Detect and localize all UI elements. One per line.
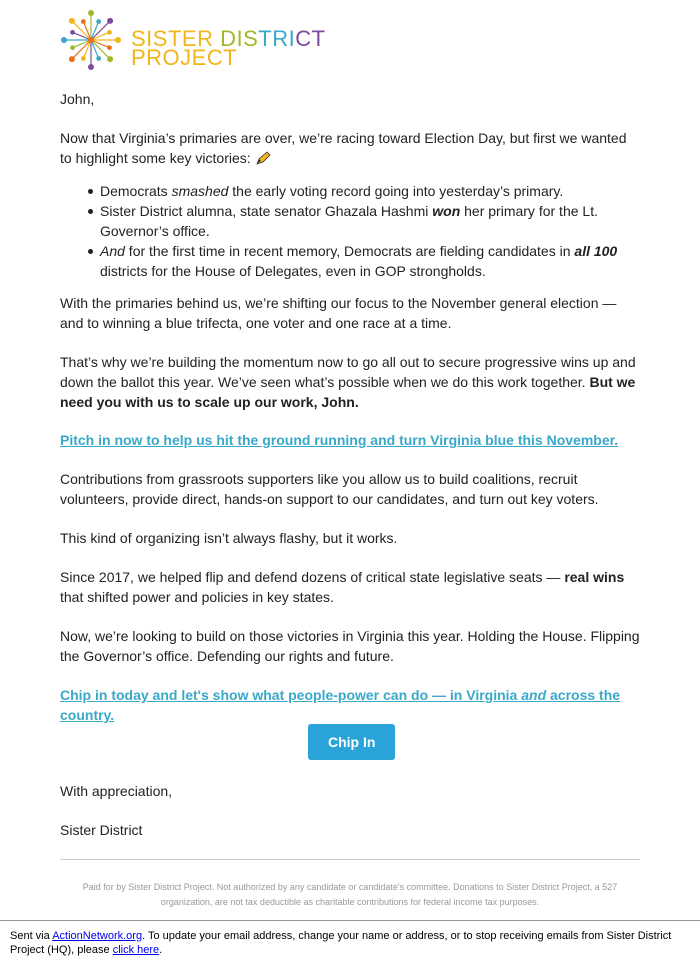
burst-dot (81, 56, 86, 61)
divider (60, 859, 640, 860)
email-footer: Sent via ActionNetwork.org. To update your email address, change your name or address, or to stop receiving emails from Sister District Project (HQ), please click here. (10, 930, 672, 956)
burst-ray (91, 40, 110, 59)
logo (60, 9, 326, 71)
burst-dot (69, 56, 75, 62)
logo-text-line1: SISTER DISTRICT (131, 26, 326, 51)
donate-link-paragraph-1 (60, 430, 642, 450)
chip-in-button[interactable]: Chip In (308, 724, 395, 760)
list-item: Sister District alumna, state senator Ghazala Hashmi won her primary for the Lt. Governor’s office. (60, 201, 642, 241)
pen-icon (255, 151, 271, 165)
footer-divider (0, 920, 700, 921)
burst-dot (81, 19, 86, 24)
list-item: And for the first time in recent memory, Democrats are fielding candidates in all 100 districts for the House of Delegates, even in GOP strongholds. (60, 241, 642, 281)
burst-ray (72, 21, 91, 40)
flashy-paragraph: This kind of organizing isn’t always flashy, but it works. (60, 530, 398, 546)
burst-dot (107, 18, 113, 24)
momentum-paragraph: That’s why we’re building the momentum now to go all out to secure progressive wins up and down the ballot this year. We’ve seen what’s possible when we do this work together. But we need you with us to scale up our work, John. (60, 354, 636, 410)
donate-link-paragraph-2 (60, 685, 642, 725)
burst-dot (70, 45, 75, 50)
burst-ray (72, 40, 91, 59)
burst-dot (115, 37, 121, 43)
victories-list (60, 181, 642, 281)
intro-paragraph (60, 128, 642, 168)
chip-in-today-link[interactable]: Chip in today and let's show what people-power can do — in Virginia and across the country. (60, 687, 621, 723)
since-2017-paragraph: Since 2017, we helped flip and defend dozens of critical state legislative seats — real wins that shifted power and policies in key states. (60, 569, 625, 605)
paid-for-disclaimer: Paid for by Sister District Project. Not authorized by any candidate or candidate's committee. Donations to Sister District Project, a 527 organization, are not tax deductible as charitable contributions for federal income tax purposes. (82, 882, 618, 907)
burst-dot (70, 30, 75, 35)
unsubscribe-link[interactable]: click here (112, 944, 160, 956)
virginia-paragraph: Now, we’re looking to build on those victories in Virginia this year. Holding the House. Flipping the Governor’s office. Defending our rights and future. (60, 628, 640, 664)
signoff: With appreciation, (60, 783, 173, 799)
intro-text: Now that Virginia’s primaries are over, we’re racing toward Election Day, but first we wanted to highlight some key victories: (60, 130, 627, 166)
burst-dot (96, 56, 101, 61)
greeting: John, (60, 91, 95, 107)
starburst-logo-icon (60, 9, 122, 71)
actionnetwork-link[interactable]: ActionNetwork.org (52, 930, 143, 942)
burst-dot (107, 30, 112, 35)
contributions-paragraph: Contributions from grassroots supporters like you allow us to build coalitions, recruit volunteers, provide direct, hands-on support to our candidates, and turn out key voters. (60, 471, 599, 507)
shift-paragraph: With the primaries behind us, we’re shifting our focus to the November general election — and to winning a blue trifecta, one voter and one race at a time. (60, 295, 617, 331)
burst-dot (96, 19, 101, 24)
burst-dot (88, 64, 94, 70)
burst-dot (88, 10, 94, 16)
burst-dot (69, 18, 75, 24)
burst-dot (61, 37, 67, 43)
list-item: Democrats smashed the early voting record going into yesterday’s primary. (60, 181, 642, 201)
burst-center (88, 37, 94, 43)
signature: Sister District (60, 822, 143, 838)
burst-dot (107, 56, 113, 62)
logo-text-line2: PROJECT (131, 45, 238, 70)
pitch-in-link[interactable]: Pitch in now to help us hit the ground running and turn Virginia blue this November. (60, 432, 619, 448)
burst-ray (91, 21, 110, 40)
cta-wrapper (308, 724, 395, 760)
burst-dot (107, 45, 112, 50)
